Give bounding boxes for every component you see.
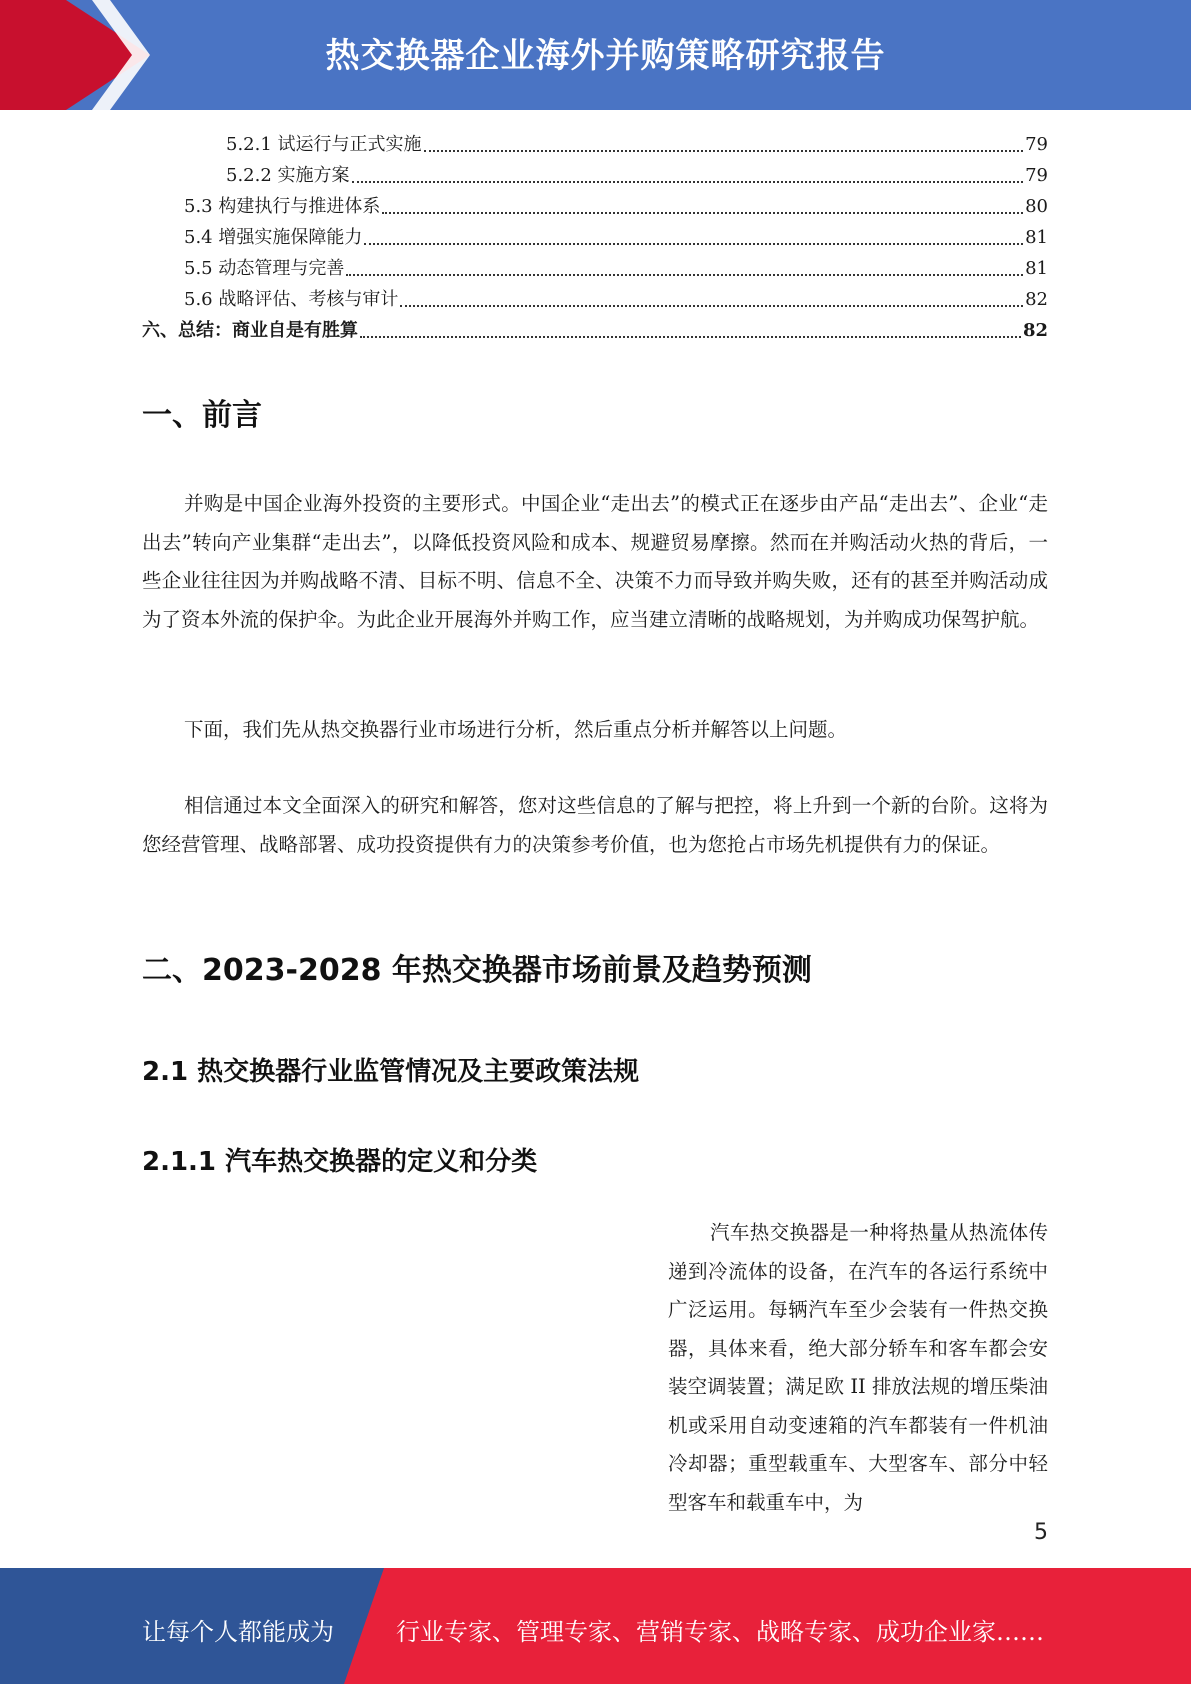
toc-entry[interactable] — [142, 284, 1048, 315]
toc-leader-dots — [400, 305, 1023, 307]
toc-entry-page: 81 — [1025, 258, 1048, 279]
preface-paragraph-3: 相信通过本文全面深入的研究和解答，您对这些信息的了解与把控，将上升到一个新的台阶。这将为您经营管理、战略部署、成功投资提供有力的决策参考价值，也为您抢占市场先机提供有力的保证。 — [142, 794, 1048, 856]
toc-leader-dots — [424, 150, 1024, 152]
header-banner — [0, 0, 1191, 110]
toc-entry-label: 5.2.2 实施方案 — [226, 160, 352, 191]
footer-banner — [0, 1568, 1191, 1684]
toc-entry-page: 79 — [1025, 134, 1048, 155]
section-heading-preface: 一、前言 — [142, 398, 262, 433]
toc-entry-page: 82 — [1025, 289, 1048, 310]
preface-paragraph-2: 下面，我们先从热交换器行业市场进行分析，然后重点分析并解答以上问题。 — [184, 718, 848, 741]
toc-leader-dots — [346, 274, 1023, 276]
toc-entry-label: 5.3 构建执行与推进体系 — [184, 191, 382, 222]
toc-entry[interactable] — [142, 129, 1048, 160]
toc-entry-label: 5.5 动态管理与完善 — [184, 253, 346, 284]
footer-slogan-left: 让每个人都能成为 — [142, 1618, 334, 1646]
toc-leader-dots — [382, 212, 1023, 214]
section-heading-market-forecast: 二、2023-2028 年热交换器市场前景及趋势预测 — [142, 953, 812, 988]
toc-entry-page: 82 — [1022, 320, 1048, 341]
subsection-heading-2-1: 2.1 热交换器行业监管情况及主要政策法规 — [142, 1057, 640, 1087]
preface-paragraph-1: 并购是中国企业海外投资的主要形式。中国企业“走出去”的模式正在逐步由产品“走出去”、企业“走出去”转向产业集群“走出去”，以降低投资风险和成本、规避贸易摩擦。然而在并购活动火热的背后，一些企业往往因为并购战略不清、目标不明、信息不全、决策不力而导致并购失败，还有的甚至并购活动成为了资本外流的保护伞。为此企业开展海外并购工作，应当建立清晰的战略规划，为并购成功保驾护航。 — [142, 492, 1048, 631]
toc-leader-dots — [364, 243, 1023, 245]
toc-entry-page: 81 — [1025, 227, 1048, 248]
page-number: 5 — [1034, 1520, 1048, 1545]
definition-paragraph: 汽车热交换器是一种将热量从热流体传递到冷流体的设备，在汽车的各运行系统中广泛运用。每辆汽车至少会装有一件热交换器，具体来看，绝大部分轿车和客车都会安装空调装置；满足欧 II 排放法规的增压柴油机或采用自动变速箱的汽车都装有一件机油冷却器；重型载重车、大型客车、部分中轻型客车和载重车中，为 — [668, 1221, 1048, 1514]
toc-leader-dots — [352, 181, 1024, 183]
report-title: 热交换器企业海外并购策略研究报告 — [325, 36, 886, 76]
toc-leader-dots — [360, 336, 1021, 338]
toc-entry-label: 5.2.1 试运行与正式实施 — [226, 129, 424, 160]
toc-entry-label: 5.6 战略评估、考核与审计 — [184, 284, 400, 315]
toc-entry-label: 六、总结：商业自是有胜算 — [142, 315, 360, 346]
toc-entry[interactable] — [142, 315, 1048, 346]
toc-entry-page: 80 — [1025, 196, 1048, 217]
toc-entry-label: 5.4 增强实施保障能力 — [184, 222, 364, 253]
toc-entry[interactable] — [142, 191, 1048, 222]
subsection-heading-2-1-1: 2.1.1 汽车热交换器的定义和分类 — [142, 1147, 538, 1177]
footer-slogan-right: 行业专家、管理专家、营销专家、战略专家、成功企业家…… — [396, 1618, 1044, 1646]
toc-entry[interactable] — [142, 160, 1048, 191]
toc-entry[interactable] — [142, 222, 1048, 253]
toc-entry-page: 79 — [1025, 165, 1048, 186]
table-of-contents — [142, 129, 1048, 346]
toc-entry[interactable] — [142, 253, 1048, 284]
